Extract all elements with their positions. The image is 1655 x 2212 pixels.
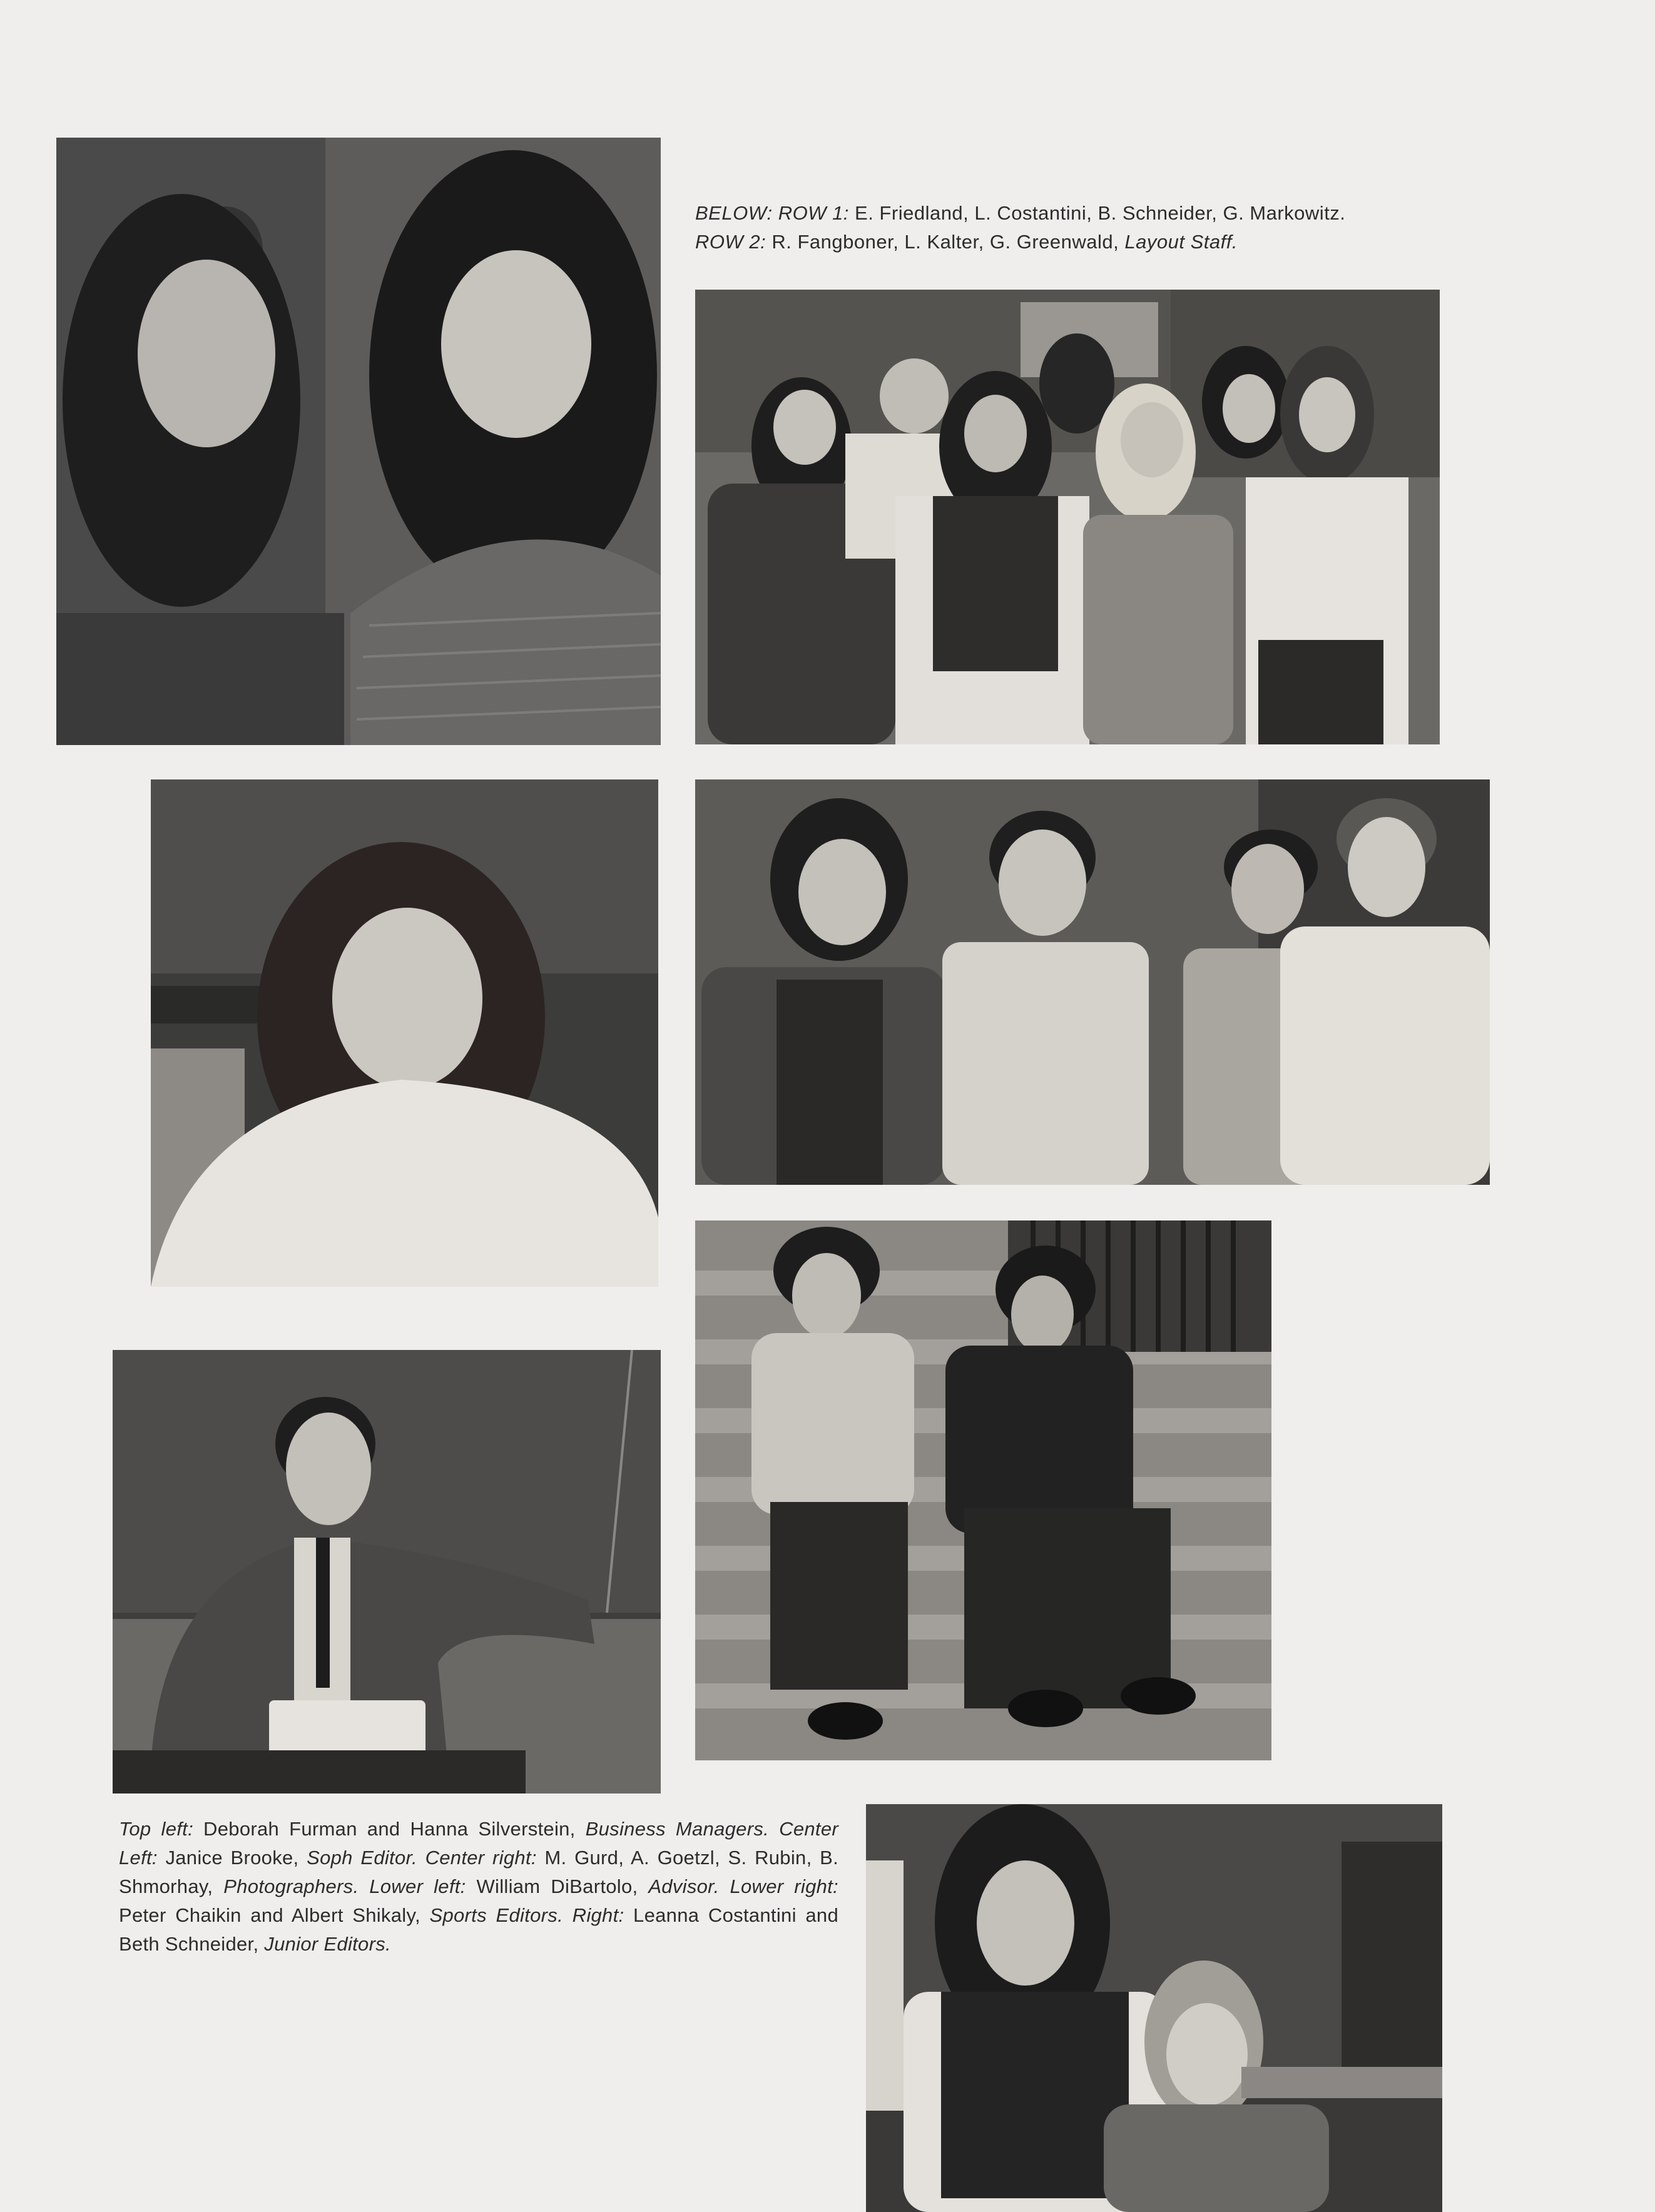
photo-bottom-right-junior-editors: [866, 1804, 1442, 2212]
caption-row2-names: R. Fangboner, L. Kalter, G. Greenwald,: [766, 231, 1125, 253]
caption-layout-staff: [695, 199, 1477, 256]
photo-lower-left-advisor: [113, 1350, 661, 1793]
caption-center-left-names: Janice Brooke,: [157, 1847, 307, 1869]
caption-lower-right-names: Peter Chaikin and Albert Shikaly,: [119, 1904, 430, 1926]
caption-lower-right-label: Lower right:: [730, 1875, 838, 1897]
caption-center-right-names: M. Gurd, A. Goetzl, S. Rubin, B. Shmorhay,: [119, 1847, 839, 1897]
caption-top-left-label: Top left:: [119, 1818, 193, 1840]
photo-top-left-business-managers: [56, 138, 661, 745]
caption-lower-left-label: Lower left:: [369, 1875, 466, 1897]
photo-lower-right-sports-editors: [695, 1220, 1271, 1760]
photo-layout-staff-group: [695, 290, 1440, 744]
caption-row2-label: ROW 2:: [695, 231, 766, 253]
photo-center-right-photographers: [695, 779, 1490, 1185]
caption-center-right-title: Photographers.: [223, 1875, 359, 1897]
caption-lower-left-title: Advisor.: [648, 1875, 720, 1897]
caption-right-names: Leanna Costantini and Beth Schneider,: [119, 1904, 838, 1955]
caption-top-left-names: Deborah Furman and Hanna Silverstein,: [193, 1818, 586, 1840]
photo-center-left-soph-editor: [151, 779, 658, 1287]
caption-lower-right-title: Sports Editors.: [429, 1904, 564, 1926]
caption-right-title: Junior Editors.: [264, 1933, 391, 1955]
caption-lower-left-names: William DiBartolo,: [466, 1875, 649, 1897]
caption-row2-title: Layout Staff.: [1124, 231, 1238, 253]
caption-top-left-title: Business Managers.: [585, 1818, 770, 1840]
caption-row1-label: BELOW: ROW 1:: [695, 202, 849, 224]
caption-center-left-title: Soph Editor.: [307, 1847, 417, 1869]
caption-center-right-label: Center right:: [425, 1847, 537, 1869]
caption-row1-names: E. Friedland, L. Costantini, B. Schneider, G. Markowitz.: [848, 202, 1346, 224]
caption-staff-credits: [119, 1815, 838, 1959]
caption-right-label: Right:: [572, 1904, 624, 1926]
caption-center-left-label: Center Left:: [119, 1818, 838, 1869]
